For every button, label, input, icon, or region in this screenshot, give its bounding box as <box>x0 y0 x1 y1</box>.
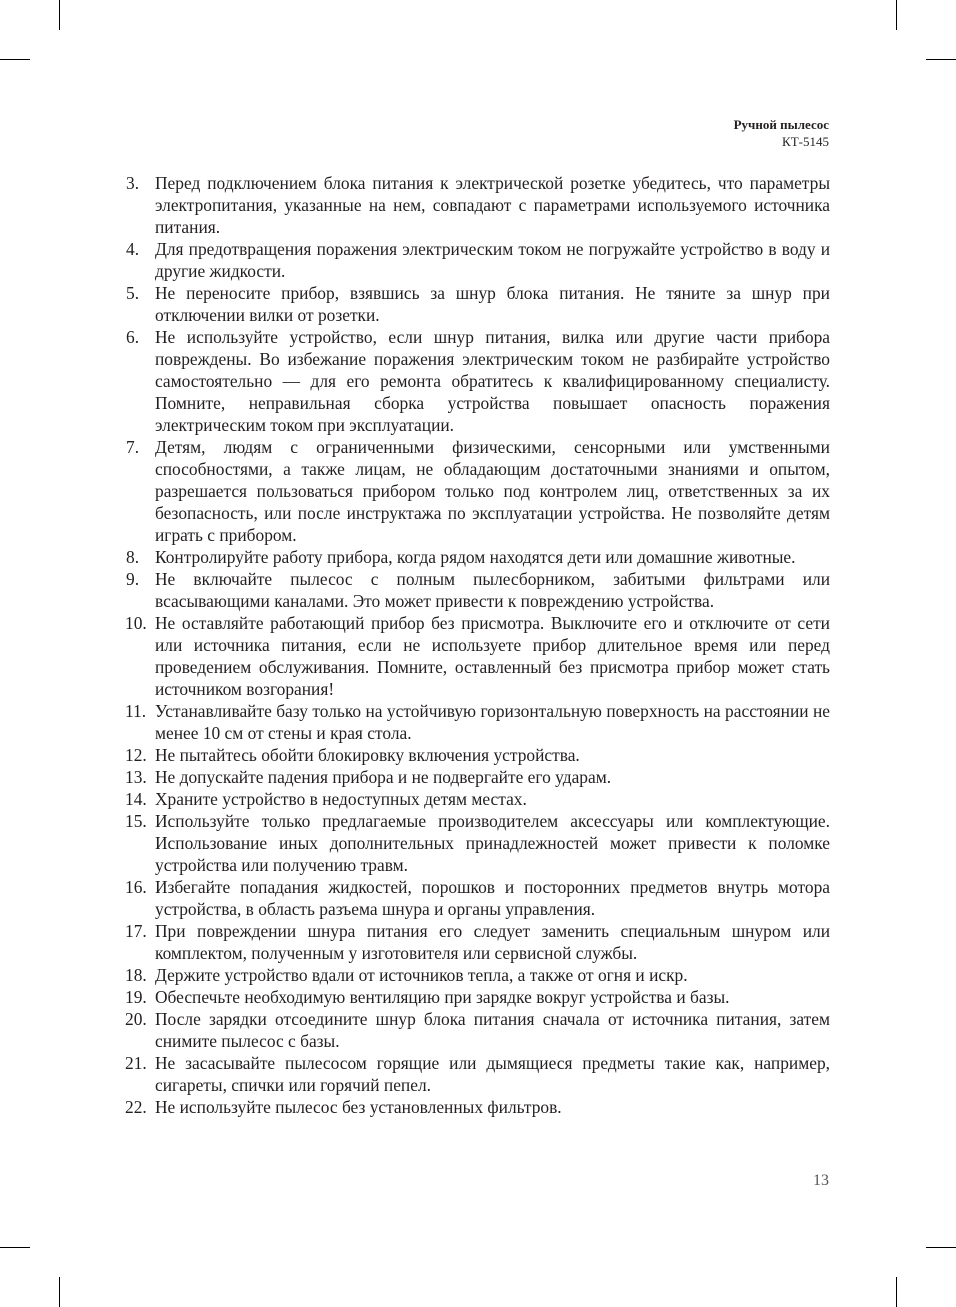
item-text: Не переносите прибор, взявшись за шнур блока питания. Не тяните за шнур при отключении вилки от розетки. <box>155 283 830 325</box>
item-number: 9. <box>126 569 140 589</box>
item-text: Для предотвращения поражения электрическим током не погружайте устройство в воду и другие жидкости. <box>155 239 830 281</box>
item-text: Устанавливайте базу только на устойчивую горизонтальную поверхность на расстоянии не менее 10 см от стены и края стола. <box>155 701 830 743</box>
item-number: 19. <box>125 987 147 1007</box>
item-number: 17. <box>125 921 147 941</box>
list-item <box>126 1008 830 1052</box>
crop-mark <box>896 0 897 30</box>
item-number: 16. <box>125 877 147 897</box>
list-item <box>126 744 830 766</box>
item-text: Храните устройство в недоступных детям местах. <box>155 789 527 809</box>
header-model: КТ-5145 <box>782 134 829 149</box>
item-text: Не пытайтесь обойти блокировку включения устройства. <box>155 745 580 765</box>
item-number: 12. <box>125 745 147 765</box>
list-item <box>126 876 830 920</box>
crop-mark <box>0 59 30 60</box>
item-text: Не используйте устройство, если шнур питания, вилка или другие части прибора повреждены. Во избежание поражения электрическим током не разбирайте устройство самостоятельно — для его ремонта обратитесь к квалифицированному специалисту. Помните, неправильная сборка устройства повышает опасность поражения электрическим током при эксплуатации. <box>155 327 830 435</box>
list-item <box>126 810 830 876</box>
list-item <box>126 436 830 546</box>
item-text: Не допускайте падения прибора и не подвергайте его ударам. <box>155 767 612 787</box>
item-number: 20. <box>125 1009 147 1029</box>
item-number: 22. <box>125 1097 147 1117</box>
item-number: 3. <box>126 173 140 193</box>
item-text: Перед подключением блока питания к электрической розетке убедитесь, что параметры электропитания, указанные на нем, совпадают с параметрами используемого источника питания. <box>155 173 830 237</box>
list-item <box>126 326 830 436</box>
crop-mark <box>59 1277 60 1307</box>
list-item <box>126 546 830 568</box>
item-number: 11. <box>125 701 147 721</box>
item-text: Держите устройство вдали от источников тепла, а также от огня и искр. <box>155 965 688 985</box>
running-header <box>734 116 829 150</box>
item-number: 21. <box>125 1053 147 1073</box>
list-item <box>126 700 830 744</box>
item-number: 10. <box>125 613 147 633</box>
crop-mark <box>896 1277 897 1307</box>
item-number: 14. <box>125 789 147 809</box>
crop-mark <box>926 59 956 60</box>
item-text: После зарядки отсоедините шнур блока питания сначала от источника питания, затем снимите пылесос с базы. <box>155 1009 830 1051</box>
page-number: 13 <box>813 1172 829 1189</box>
list-item <box>126 1096 830 1118</box>
list-item <box>126 282 830 326</box>
item-number: 13. <box>125 767 147 787</box>
list-item <box>126 568 830 612</box>
crop-mark <box>0 1247 30 1248</box>
crop-mark <box>926 1247 956 1248</box>
item-text: Не используйте пылесос без установленных фильтров. <box>155 1097 562 1117</box>
safety-instructions-list <box>126 172 830 1118</box>
item-number: 8. <box>126 547 140 567</box>
list-item <box>126 964 830 986</box>
header-title: Ручной пылесос <box>733 117 829 132</box>
item-number: 15. <box>125 811 147 831</box>
list-item <box>126 766 830 788</box>
item-number: 5. <box>126 283 140 303</box>
list-item <box>126 238 830 282</box>
list-item <box>126 1052 830 1096</box>
item-text: Не засасывайте пылесосом горящие или дымящиеся предметы такие как, например, сигареты, спички или горячий пепел. <box>155 1053 830 1095</box>
item-text: Обеспечьте необходимую вентиляцию при зарядке вокруг устройства и базы. <box>155 987 730 1007</box>
list-item <box>126 788 830 810</box>
item-text: Детям, людям с ограниченными физическими, сенсорными или умственными способностями, а также лицам, не обладающим достаточными знаниями и опытом, разрешается пользоваться прибором только под контролем лиц, ответственных за их безопасность, или после инструктажа по эксплуатации устройства. Не позволяйте детям играть с прибором. <box>155 437 830 545</box>
list-item <box>126 920 830 964</box>
list-item <box>126 172 830 238</box>
item-number: 4. <box>126 239 140 259</box>
item-text: При повреждении шнура питания его следует заменить специальным шнуром или комплектом, полученным у изготовителя или сервисной службы. <box>155 921 830 963</box>
crop-mark <box>59 0 60 30</box>
item-text: Не включайте пылесос с полным пылесборником, забитыми фильтрами или всасывающими каналами. Это может привести к повреждению устройства. <box>155 569 830 611</box>
item-number: 18. <box>125 965 147 985</box>
item-text: Не оставляйте работающий прибор без присмотра. Выключите его и отключите от сети или источника питания, если не используете прибор длительное время или перед проведением обслуживания. Помните, оставленный без присмотра прибор может стать источником возгорания! <box>155 613 830 699</box>
item-text: Используйте только предлагаемые производителем аксессуары или комплектующие. Использование иных дополнительных принадлежностей может привести к поломке устройства или получению травм. <box>155 811 830 875</box>
list-item <box>126 612 830 700</box>
item-number: 7. <box>126 437 140 457</box>
item-text: Контролируйте работу прибора, когда рядом находятся дети или домашние животные. <box>155 547 796 567</box>
list-item <box>126 986 830 1008</box>
item-text: Избегайте попадания жидкостей, порошков и посторонних предметов внутрь мотора устройства, в область разъема шнура и органы управления. <box>155 877 830 919</box>
item-number: 6. <box>126 327 140 347</box>
